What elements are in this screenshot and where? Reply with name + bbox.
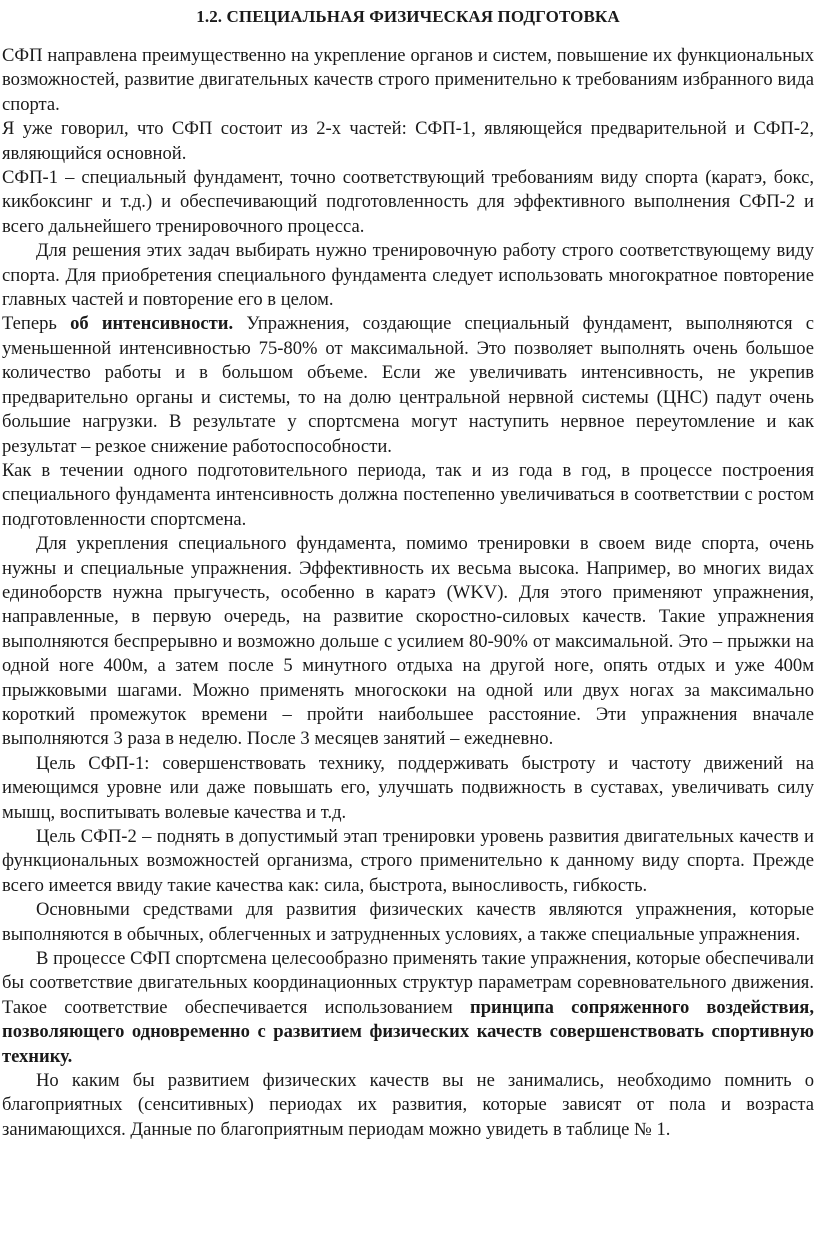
- paragraph-5-start: Теперь: [2, 313, 71, 335]
- paragraph-11: [2, 947, 814, 1069]
- paragraph-8: Цель СФП-1: совершенствовать технику, поддерживать быстроту и частоту движений на имеющимся уровне или даже повышать его, улучшать подвижность в суставах, увеличивать силу мышц, воспитывать волевые качества и т.д.: [2, 752, 814, 823]
- paragraph-5-bold: об интенсивности.: [70, 313, 234, 335]
- paragraph-2: Я уже говорил, что СФП состоит из 2-х частей: СФП-1, являющейся предварительной и СФП-2, являющийся основной.: [2, 118, 814, 164]
- paragraph-11-bold: принципа сопряженного воздействия, позволяющего одновременно с развитием физических качеств совершенствовать спортивную технику.: [2, 996, 814, 1067]
- paragraph-12: Но каким бы развитием физических качеств вы не занимались, необходимо помнить о благоприятных (сенситивных) периодах их развития, которые зависят от пола и возраста занимающихся. Данные по благоприятным периодам можно увидеть в таблице № 1.: [2, 1070, 814, 1140]
- paragraph-5-rest: Упражнения, создающие специальный фундамент, выполняются с уменьшенной интенсивностью 75-80% от максимальной. Это позволяет выполнять очень большое количество работы и в большом объеме. Если же увеличивать интенсивность, не укрепив предварительно органы и системы, то на долю центральной нервной системы (ЦНС) падут очень большие нагрузки. В результате у спортсмена могут наступить нервное переутомление и как результат – резкое снижение работоспособности.: [2, 313, 815, 457]
- paragraph-5: [2, 312, 814, 458]
- paragraph-6: Как в течении одного подготовительного периода, так и из года в год, в процессе построения специального фундамента интенсивность должна постепенно увеличиваться в соответствии с ростом подготовленности спортсмена.: [2, 459, 814, 530]
- paragraph-10: Основными средствами для развития физических качеств являются упражнения, которые выполняются в обычных, облегченных и затрудненных условиях, а также специальные упражнения.: [2, 899, 814, 945]
- body-text: [2, 44, 814, 1142]
- paragraph-7: Для укрепления специального фундамента, помимо тренировки в своем виде спорта, очень нужны и специальные упражнения. Эффективность их весьма высока. Например, во многих видах единоборств нужна прыгучесть, особенно в каратэ (WKV). Для этого применяют упражнения, направленные, в первую очередь, на развитие скоростно-силовых качеств. Такие упражнения выполняются беспрерывно и возможно дольше с усилием 80-90% от максимальной. Это – прыжки на одной ноге 400м, а затем после 5 минутного отдыха на другой ноге, опять отдых и уже 400м прыжковыми шагами. Можно применять многоскоки на одной или двух ногах за максимально короткий промежуток времени – пройти наибольшее расстояние. Эти упражнения вначале выполняются 3 раза в неделю. После 3 месяцев занятий – ежедневно.: [2, 533, 814, 750]
- section-title: 1.2. СПЕЦИАЛЬНАЯ ФИЗИЧЕСКАЯ ПОДГОТОВКА: [196, 7, 620, 26]
- paragraph-9: Цель СФП-2 – поднять в допустимый этап тренировки уровень развития двигательных качеств и функциональных возможностей организма, строго применительно к данному виду спорта. Прежде всего имеется ввиду такие качества как: сила, быстрота, выносливость, гибкость.: [2, 826, 814, 896]
- paragraph-11-start: В процессе СФП спортсмена целесообразно применять такие упражнения, которые обеспечивали бы соответствие двигательных координационных структур параметрам соревновательного движения. Такое соответствие обеспечивается использованием: [2, 948, 814, 1018]
- paragraph-3: СФП-1 – специальный фундамент, точно соответствующий требованиям виду спорта (каратэ, бокс, кикбоксинг и т.д.) и обеспечивающий подготовленность для эффективного выполнения СФП-2 и всего дальнейшего тренировочного процесса.: [2, 167, 814, 237]
- paragraph-1: СФП направлена преимущественно на укрепление органов и систем, повышение их функциональных возможностей, развитие двигательных качеств строго применительно к требованиям избранного вида спорта.: [2, 45, 814, 115]
- paragraph-4: Для решения этих задач выбирать нужно тренировочную работу строго соответствующему виду спорта. Для приобретения специального фундамента следует использовать многократное повторение главных частей и повторение его в целом.: [2, 240, 814, 311]
